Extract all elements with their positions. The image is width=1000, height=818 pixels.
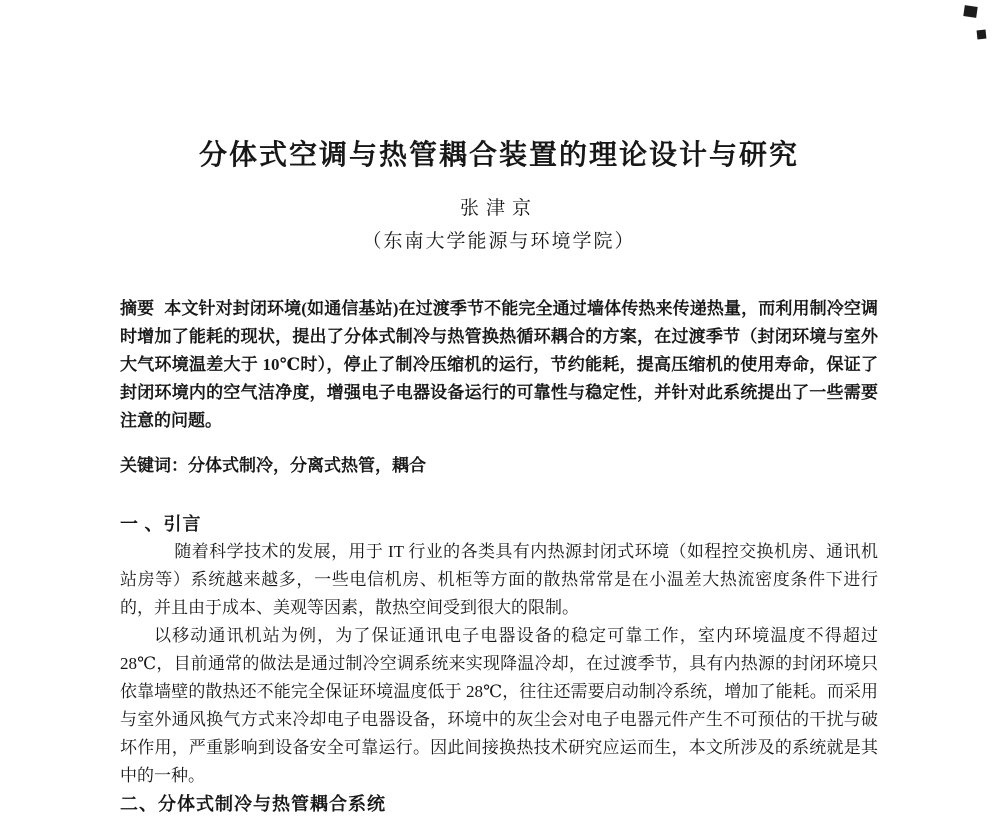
keywords-line xyxy=(120,452,878,480)
intro-paragraph-2: 以移动通讯机站为例，为了保证通讯电子电器设备的稳定可靠工作，室内环境温度不得超过 28℃，目前通常的做法是通过制冷空调系统来实现降温冷却，在过渡季节，具有内热源的封闭环境只依靠墙壁的散热还不能完全保证环境温度低于 28℃，往往还需要启动制冷系统，增加了能耗。而采用与室外通风换气方式来冷却电子电器设备，环境中的灰尘会对电子电器元件产生不可预估的干扰与破坏作用，严重影响到设备安全可靠运行。因此间接换热技术研究应运而生，本文所涉及的系统就是其中的一种。 xyxy=(120,626,878,786)
abstract-label: 摘要 xyxy=(120,299,155,319)
author-affiliation: （东南大学能源与环境学院） xyxy=(362,231,636,253)
section-heading-introduction: 一 、引言 xyxy=(120,514,202,535)
author-name: 张津京 xyxy=(459,198,538,220)
scan-artifact xyxy=(977,30,987,40)
keywords-label: 关键词： xyxy=(120,456,188,476)
paper-title: 分体式空调与热管耦合装置的理论设计与研究 xyxy=(198,139,799,171)
intro-paragraph-1: 随着科学技术的发展，用于 IT 行业的各类具有内热源封闭式环境（如程控交换机房、通讯机站房等）系统越来越多，一些电信机房、机柜等方面的散热常常是在小温差大热流密度条件下进行的，并且由于成本、美观等因素，散热空间受到很大的限制。 xyxy=(120,542,878,618)
abstract-text: 本文针对封闭环境(如通信基站)在过渡季节不能完全通过墙体传热来传递热量，而利用制冷空调时增加了能耗的现状，提出了分体式制冷与热管换热循环耦合的方案，在过渡季节（封闭环境与室外大气环境温差大于 10℃时），停止了制冷压缩机的运行，节约能耗，提高压缩机的使用寿命，保证了封闭环境内的空气洁净度，增强电子电器设备运行的可靠性与稳定性，并针对此系统提出了一些需要注意的问题。 xyxy=(120,299,879,431)
keywords-text: 分体式制冷，分离式热管，耦合 xyxy=(188,456,426,476)
abstract-paragraph xyxy=(120,295,878,435)
section-heading-coupled-system: 二、分体式制冷与热管耦合系统 xyxy=(120,794,386,815)
scan-artifact xyxy=(963,5,977,18)
